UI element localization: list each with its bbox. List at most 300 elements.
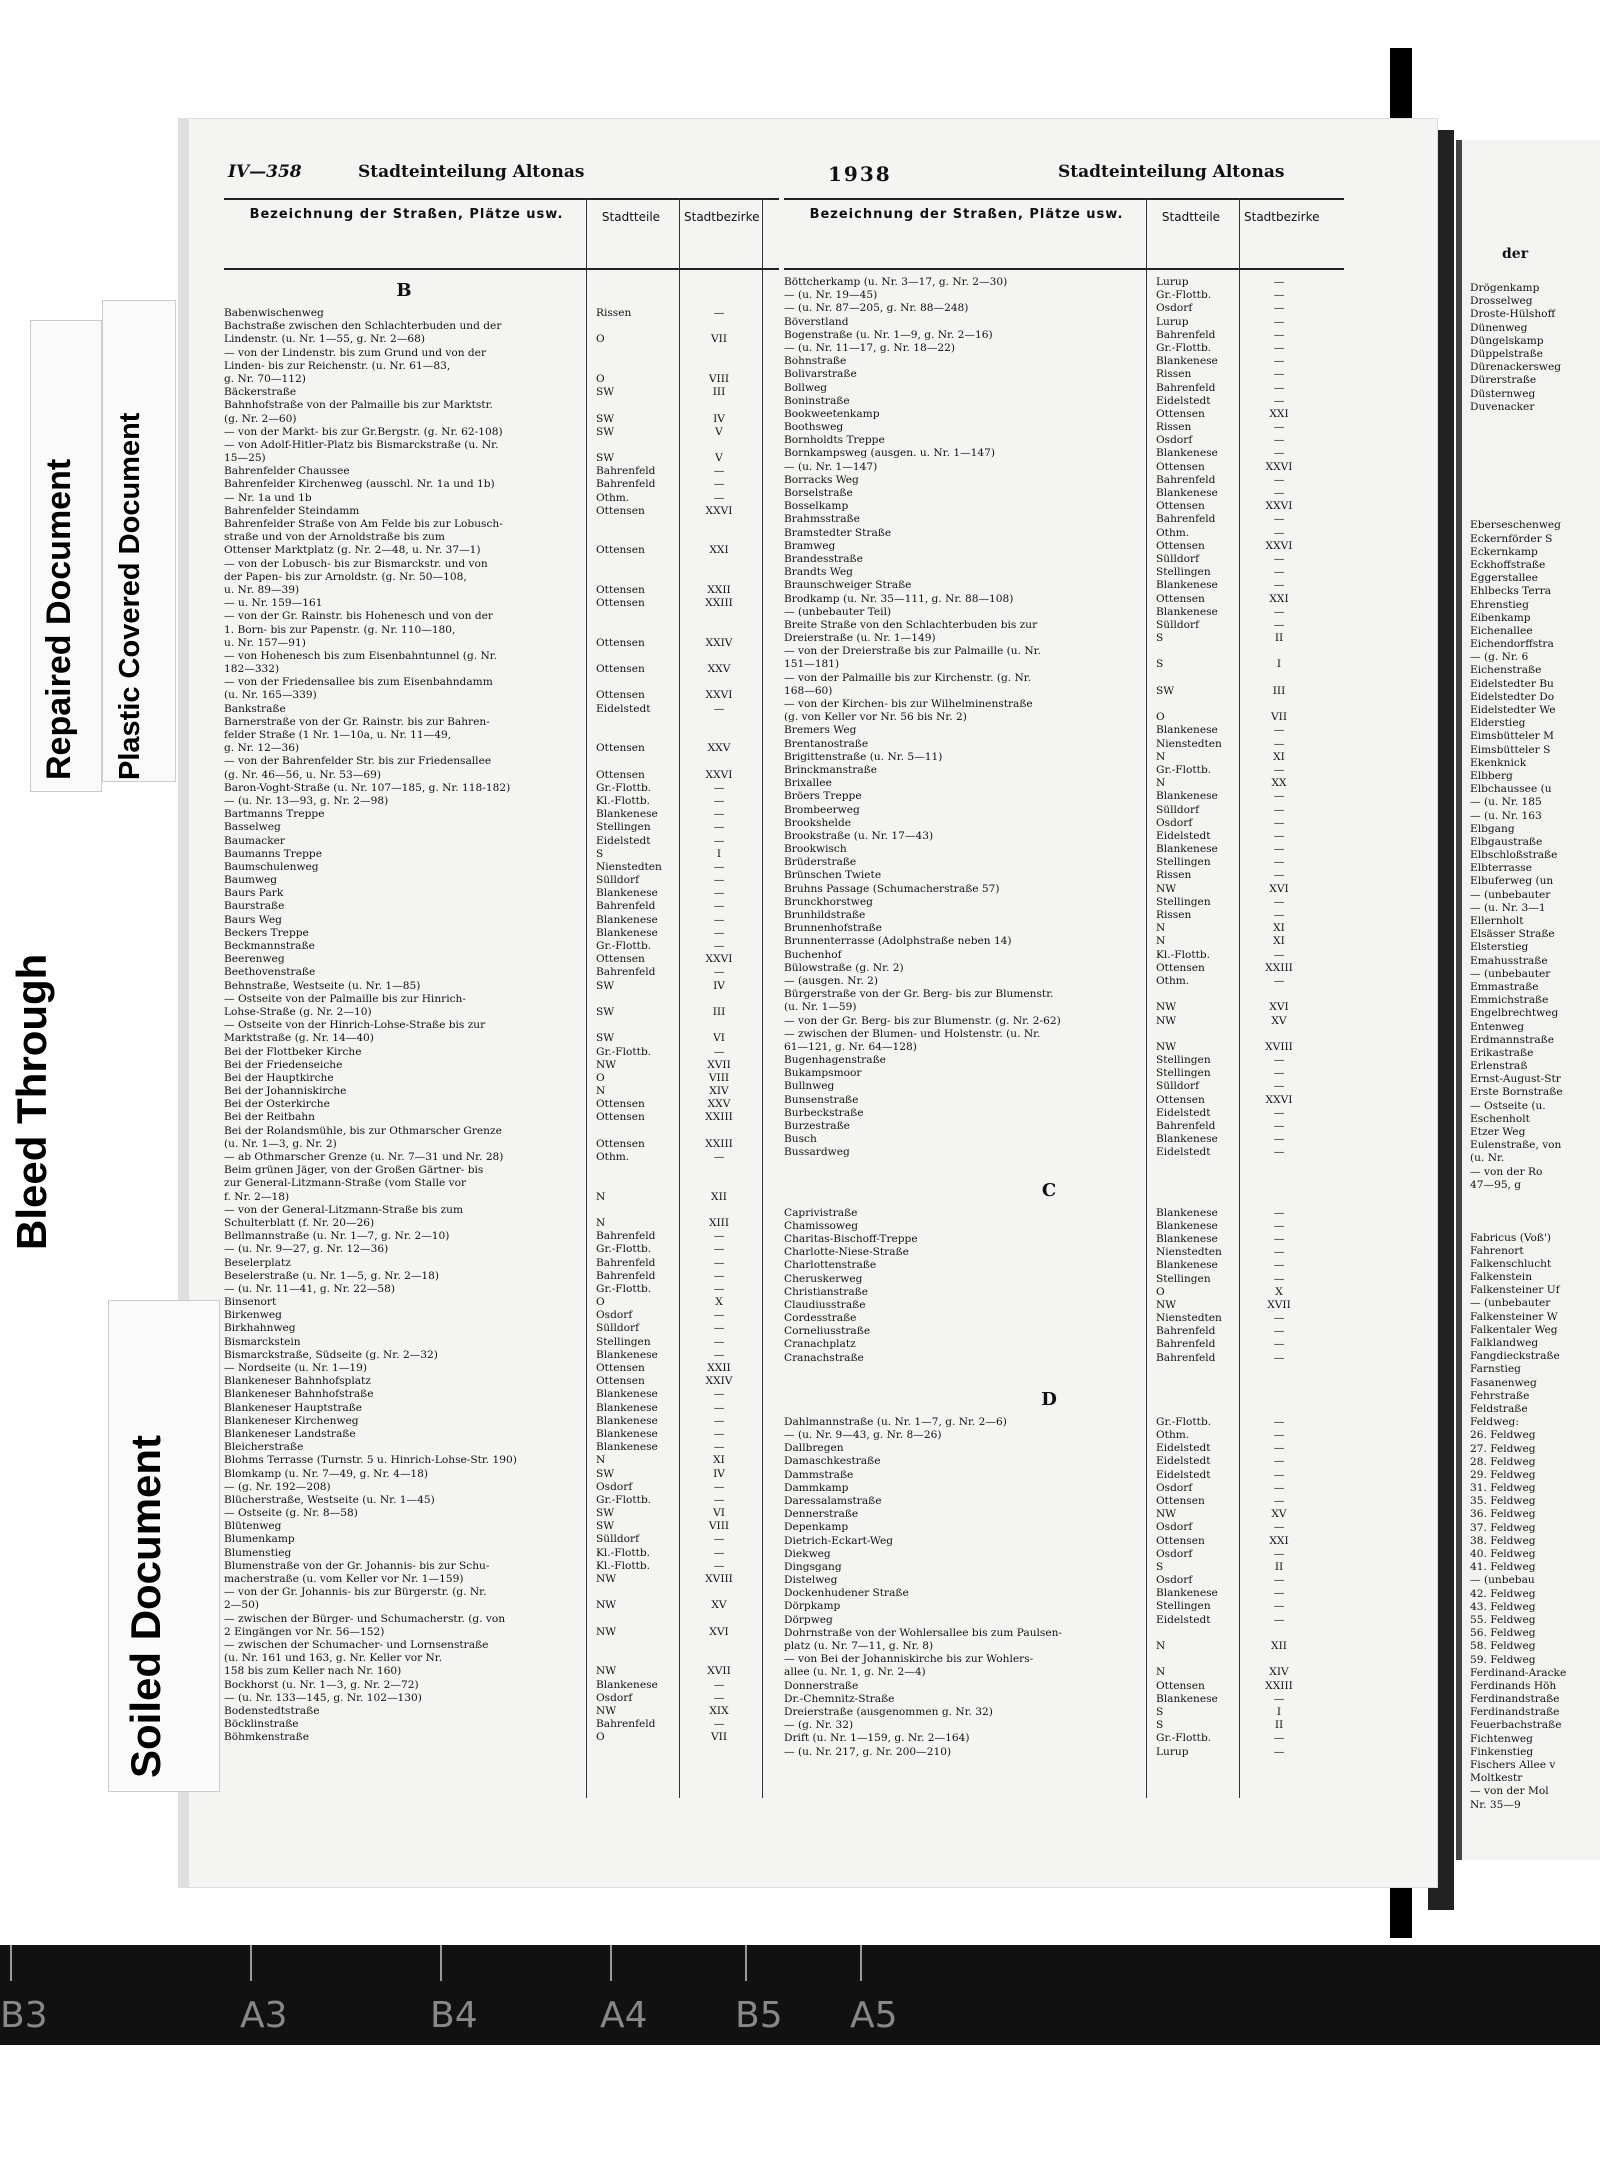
stadtteil: N	[1156, 1640, 1166, 1652]
stadtbezirk: XV	[1271, 1508, 1287, 1521]
street-name: Bartmanns Treppe	[224, 808, 325, 821]
stadtteil: NW	[596, 1625, 617, 1638]
street-name: Bornholdts Treppe	[784, 434, 885, 447]
table-row	[224, 940, 779, 953]
street-name: Boninstraße	[784, 394, 850, 407]
table-row	[224, 1098, 779, 1111]
table-row	[224, 1059, 779, 1072]
street-name: Bismarckstraße, Südseite (g. Nr. 2—32)	[224, 1348, 438, 1361]
list-item: 38. Feldweg	[1470, 1534, 1536, 1547]
street-name: Buchenhof	[784, 948, 842, 961]
stadtteil: NW	[1156, 1014, 1177, 1027]
stadtteil: Ottensen	[596, 1375, 645, 1388]
stadtbezirk: II	[1274, 632, 1284, 645]
stadtbezirk: —	[1273, 1481, 1285, 1494]
stadtbezirk: —	[713, 1348, 725, 1361]
stadtbezirk: —	[1273, 1067, 1285, 1080]
street-name: 151—181)	[784, 658, 840, 671]
table-row	[784, 1640, 1344, 1653]
list-item: Eschenholt	[1470, 1112, 1530, 1125]
street-name: Caprivistraße	[784, 1206, 858, 1219]
stadtteil: Stellingen	[1156, 1272, 1211, 1285]
table-row	[784, 1455, 1344, 1468]
table-row	[784, 579, 1344, 592]
list-item: 59. Feldweg	[1470, 1653, 1536, 1666]
street-name: Dammstraße	[784, 1468, 854, 1481]
list-item: 43. Feldweg	[1470, 1600, 1536, 1613]
ruler-label: B4	[430, 1995, 478, 2036]
table-row	[784, 790, 1344, 803]
table-row	[784, 1429, 1344, 1442]
street-name: Baumanns Treppe	[224, 847, 322, 860]
stadtteil: Stellingen	[596, 1335, 651, 1348]
stadtbezirk: XIV	[709, 1085, 729, 1098]
document-page	[178, 118, 1438, 1888]
stadtbezirk: —	[713, 1309, 725, 1322]
stadtbezirk: —	[713, 1414, 725, 1427]
stadtteil: Sülldorf	[596, 1533, 640, 1546]
table-row	[784, 1120, 1344, 1133]
stadtteil: Stellingen	[1156, 1054, 1211, 1067]
table-row	[224, 597, 779, 610]
stadtteil: Ottensen	[596, 742, 645, 755]
table-row	[224, 518, 779, 531]
street-name: Baurstraße	[224, 900, 285, 913]
stadtteil: Blankenese	[1156, 843, 1218, 856]
table-row	[224, 1151, 779, 1164]
table-row	[784, 1133, 1344, 1146]
stadtbezirk: XII	[1271, 1640, 1287, 1652]
table-row	[224, 1270, 779, 1283]
table-row	[784, 843, 1344, 856]
stadtbezirk: XXIII	[1265, 1679, 1293, 1692]
stadtteil: SW	[596, 386, 615, 399]
list-item: 28. Feldweg	[1470, 1455, 1536, 1468]
stadtbezirk: —	[1273, 1146, 1285, 1159]
stadtteil: SW	[596, 979, 615, 992]
list-item: Duvenacker	[1470, 400, 1535, 413]
table-row	[784, 1220, 1344, 1233]
street-name: Brunnenterrasse (Adolphstraße neben 14)	[784, 935, 1012, 948]
street-name: Bukampsmoor	[784, 1067, 862, 1080]
stadtbezirk: —	[1273, 790, 1285, 803]
street-name: — (u. Nr. 13—93, g. Nr. 2—98)	[224, 794, 389, 807]
stadtteil: Ottensen	[596, 504, 645, 517]
street-name: Brentanostraße	[784, 737, 869, 750]
table-row	[224, 755, 779, 768]
stadtbezirk: —	[1273, 513, 1285, 526]
stadtbezirk: VI	[713, 1032, 725, 1045]
stadtteil: Ottensen	[1156, 1534, 1205, 1547]
street-name: — von der Palmaille bis zur Kirchenstr. (g. Nr.	[784, 671, 1032, 684]
table-row	[784, 1299, 1344, 1312]
list-item: Feldweg:	[1470, 1416, 1519, 1429]
table-row	[224, 426, 779, 439]
stadtbezirk: —	[1273, 1455, 1285, 1468]
stadtbezirk: XV	[1271, 1014, 1287, 1027]
stadtbezirk: —	[1273, 1732, 1285, 1745]
table-row	[224, 439, 779, 452]
stadtteil: O	[1156, 711, 1165, 724]
street-name: — Ostseite (g. Nr. 8—58)	[224, 1507, 358, 1520]
street-name: Cordesstraße	[784, 1312, 857, 1325]
stadtbezirk: —	[1273, 1574, 1285, 1587]
list-item: Fichtenweg	[1470, 1732, 1533, 1745]
stadtbezirk: XVIII	[1265, 1040, 1293, 1053]
table-row	[224, 835, 779, 848]
stadtbezirk: XII	[711, 1190, 727, 1203]
table-row	[784, 896, 1344, 909]
street-name: 61—121, g. Nr. 64—128)	[784, 1040, 917, 1053]
stadtteil: SW	[596, 1032, 615, 1045]
table-row	[224, 465, 779, 478]
street-name: 168—60)	[784, 684, 833, 697]
stadtteil: Eidelstedt	[1156, 394, 1211, 407]
street-name: Blohms Terrasse (Turnstr. 5 u. Hinrich-Lohse-Str. 190)	[224, 1454, 517, 1467]
street-name: Blankeneser Kirchenweg	[224, 1414, 359, 1427]
street-name: Blankeneser Bahnhofstraße	[224, 1388, 374, 1401]
stadtbezirk: XXI	[1269, 1534, 1289, 1547]
table-row	[784, 1325, 1344, 1338]
stadtbezirk: —	[1273, 1521, 1285, 1534]
stadtteil: Ottensen	[1156, 407, 1205, 420]
street-name: Beckmannstraße	[224, 940, 315, 952]
street-name: — (u. Nr. 11—17, g. Nr. 18—22)	[784, 341, 955, 354]
stadtbezirk: —	[1273, 328, 1285, 341]
list-item: Entenweg	[1470, 1020, 1525, 1033]
stadtteil: Nienstedten	[1156, 1246, 1222, 1259]
table-row	[224, 544, 779, 557]
list-item: Emahusstraße	[1470, 954, 1548, 967]
list-item: Eggerstallee	[1470, 572, 1538, 585]
stadtteil: NW	[1156, 1508, 1177, 1521]
list-item: — (unbebau	[1470, 1574, 1535, 1587]
list-item: — Ostseite (u.	[1470, 1099, 1546, 1112]
street-name: Blütenweg	[224, 1520, 282, 1533]
stadtbezirk: —	[1273, 895, 1285, 908]
street-name: (g. Nr. 2—60)	[224, 412, 297, 425]
table-row	[224, 505, 779, 518]
stadtbezirk: —	[713, 1045, 725, 1058]
table-row	[224, 795, 779, 808]
table-row	[224, 1415, 779, 1428]
table-row	[224, 373, 779, 386]
table-row	[784, 1107, 1344, 1120]
list-item: Eichendorffstra	[1470, 638, 1554, 651]
list-item	[1462, 467, 1600, 480]
stadtbezirk: —	[1273, 447, 1285, 460]
list-item: Finkenstieg	[1470, 1745, 1534, 1758]
street-name: u. Nr. 157—91)	[224, 636, 306, 649]
list-item: Droste-Hülshoff	[1470, 308, 1556, 321]
table-row	[224, 1046, 779, 1059]
ruler-tick	[250, 1945, 252, 1981]
street-name: Cheruskerweg	[784, 1272, 863, 1285]
stadtbezirk: XIV	[1269, 1666, 1289, 1679]
table-row	[784, 922, 1344, 935]
list-item: 47—95, g	[1470, 1178, 1522, 1191]
stadtbezirk: —	[713, 1388, 725, 1401]
table-row	[784, 935, 1344, 948]
street-name: Dammkamp	[784, 1481, 849, 1494]
stadtbezirk: —	[1273, 368, 1285, 381]
stadtteil: NW	[596, 1573, 617, 1585]
stadtteil: Bahrenfeld	[1156, 1120, 1216, 1132]
street-name: Böhmkenstraße	[224, 1731, 309, 1744]
stadtteil: Blankenese	[596, 1414, 658, 1427]
stadtbezirk: —	[713, 940, 725, 952]
table-row	[224, 1507, 779, 1520]
street-name: 2 Eingängen vor Nr. 56—152)	[224, 1625, 385, 1638]
stadtteil: Blankenese	[1156, 1133, 1218, 1146]
street-name: Daressalamstraße	[784, 1494, 882, 1507]
stadtbezirk: —	[1273, 1587, 1285, 1600]
stadtteil: N	[596, 1085, 606, 1098]
stadtbezirk: —	[713, 702, 725, 715]
list-item: Dürenackersweg	[1470, 361, 1562, 374]
street-name: Bei der Osterkirche	[224, 1098, 330, 1111]
street-name: Bahnhofstraße von der Palmaille bis zur Marktstr.	[224, 399, 493, 412]
table-row	[224, 1454, 779, 1467]
street-name: — Ostseite von der Hinrich-Lohse-Straße bis zur	[224, 1019, 486, 1032]
table-row	[224, 413, 779, 426]
stadtbezirk: X	[715, 1296, 723, 1309]
table-row	[784, 1666, 1344, 1679]
stadtteil: NW	[1156, 1298, 1177, 1311]
street-name: Bolivarstraße	[784, 368, 857, 381]
stadtteil: Rissen	[1156, 421, 1192, 434]
stadtteil: Eidelstedt	[1156, 1106, 1211, 1119]
street-name: Bahrenfelder Steindamm	[224, 504, 360, 517]
ruler-label: A4	[600, 1995, 648, 2036]
table-row	[224, 307, 779, 320]
stadtbezirk: —	[713, 1401, 725, 1414]
list-item: — von der Mol	[1470, 1785, 1549, 1798]
table-row	[224, 1547, 779, 1560]
table-row	[784, 975, 1344, 988]
ruler-tick	[440, 1945, 442, 1981]
label-bleed-through: Bleed Through	[8, 953, 55, 1250]
stadtteil: Rissen	[1156, 909, 1192, 921]
table-row	[784, 513, 1344, 526]
table-row	[224, 742, 779, 755]
street-name: Bei der Rolandsmühle, bis zur Othmarscher Grenze	[224, 1124, 502, 1137]
stadtteil: O	[596, 1296, 605, 1309]
stadtteil: S	[1156, 1560, 1164, 1573]
stadtteil: Bahrenfeld	[1156, 1338, 1216, 1351]
stadtbezirk: —	[1273, 552, 1285, 565]
stadtteil: Osdorf	[1156, 1547, 1193, 1560]
street-name: Beckers Treppe	[224, 926, 309, 939]
street-name: (u. Nr. 1—59)	[784, 1001, 857, 1014]
table-row	[784, 645, 1344, 658]
stadtteil: Gr.-Flottb.	[1156, 341, 1212, 354]
table-row	[784, 632, 1344, 645]
table-row	[224, 1586, 779, 1599]
table-row	[784, 751, 1344, 764]
stadtbezirk: —	[1273, 948, 1285, 961]
stadtteil: Ottensen	[596, 1098, 645, 1111]
list-item: 55. Feldweg	[1470, 1613, 1536, 1626]
list-item: Fangdieckstraße	[1470, 1350, 1560, 1363]
stadtbezirk: XVI	[709, 1625, 729, 1638]
list-item: — (unbebauter	[1470, 1297, 1551, 1310]
street-name: — u. Nr. 159—161	[224, 597, 323, 610]
stadtteil: O	[596, 333, 605, 346]
street-name: Brunhildstraße	[784, 909, 866, 921]
street-name: — (ausgen. Nr. 2)	[784, 974, 879, 987]
list-item: Elsterstieg	[1470, 941, 1529, 954]
page-header	[228, 154, 1418, 194]
section-heading-d: D	[1041, 1388, 1057, 1410]
list-item: 26. Feldweg	[1470, 1429, 1536, 1442]
stadtteil: S	[1156, 658, 1164, 671]
list-item: Falkensteiner W	[1470, 1310, 1558, 1323]
table-row	[224, 1692, 779, 1705]
street-name: — (u. Nr. 217, g. Nr. 200—210)	[784, 1745, 952, 1758]
right-running-title: Stadteinteilung Altonas	[1058, 162, 1285, 182]
table-row	[784, 487, 1344, 500]
street-name: Brookwisch	[784, 843, 847, 856]
stadtbezirk: —	[1273, 843, 1285, 856]
table-row	[224, 1032, 779, 1045]
list-item	[1462, 440, 1600, 453]
stadtteil: Othm.	[1156, 526, 1190, 539]
list-item: — (unbebauter	[1470, 888, 1551, 901]
table-row	[784, 1482, 1344, 1495]
stadtteil: Ottensen	[596, 1362, 645, 1374]
street-name: Brünschen Twiete	[784, 869, 882, 882]
list-item: Elbgang	[1470, 822, 1515, 835]
list-item: 27. Feldweg	[1470, 1442, 1536, 1455]
stadtbezirk: XXI	[1269, 407, 1289, 420]
stadtbezirk: —	[713, 1151, 725, 1163]
table-row	[224, 637, 779, 650]
list-item: Elbuferweg (un	[1470, 875, 1554, 888]
list-item: 42. Feldweg	[1470, 1587, 1536, 1600]
table-row	[784, 395, 1344, 408]
stadtbezirk: XVI	[1269, 882, 1289, 895]
label-plastic-covered-document: Plastic Covered Document	[114, 412, 146, 780]
stadtteil: Ottensen	[596, 583, 645, 596]
street-name: (u. Nr. 161 und 163, g. Nr. Keller vor Nr.	[224, 1652, 443, 1665]
table-row	[784, 1706, 1344, 1719]
table-row	[224, 966, 779, 979]
table-row	[224, 571, 779, 584]
table-row	[784, 869, 1344, 882]
list-item: Elbchaussee (u	[1470, 783, 1552, 796]
stadtteil: Bahrenfeld	[596, 1269, 656, 1282]
street-name: Bei der Hauptkirche	[224, 1071, 334, 1084]
list-item: Eberseschenweg	[1470, 519, 1561, 532]
table-row	[784, 1693, 1344, 1706]
street-name: — (u. Nr. 11—41, g. Nr. 22—58)	[224, 1282, 395, 1295]
list-item: Moltkestr	[1470, 1772, 1523, 1785]
stadtteil: Kl.-Flottb.	[596, 1546, 651, 1559]
section-heading-c: C	[1041, 1179, 1057, 1201]
stadtteil: Kl.-Flottb.	[1156, 948, 1211, 961]
stadtteil: Ottensen	[1156, 1093, 1205, 1106]
stadtbezirk: XXIV	[705, 1375, 733, 1388]
street-name: Brunnenhofstraße	[784, 922, 882, 935]
stadtteil: Stellingen	[596, 821, 651, 834]
table-row	[224, 1230, 779, 1243]
table-row	[784, 474, 1344, 487]
street-name: Blankeneser Bahnhofsplatz	[224, 1375, 371, 1388]
list-item: 35. Feldweg	[1470, 1495, 1536, 1508]
list-item: Düppelstraße	[1470, 347, 1543, 360]
street-name: felder Straße (1 Nr. 1—10a, u. Nr. 11—49,	[224, 729, 452, 741]
table-row	[224, 1072, 779, 1085]
stadtteil: Sülldorf	[1156, 618, 1200, 631]
street-name: Bramweg	[784, 539, 836, 552]
table-row	[784, 1080, 1344, 1093]
list-item: Eimsbütteler M	[1470, 730, 1554, 743]
stadtteil: Blankenese	[1156, 355, 1218, 368]
table-row	[784, 883, 1344, 896]
list-item: — von der Ro	[1470, 1165, 1543, 1178]
stadtteil: SW	[596, 412, 615, 425]
street-name: — (u. Nr. 1—147)	[784, 460, 878, 473]
stadtteil: Osdorf	[1156, 1481, 1193, 1494]
street-name: Dreierstraße (u. Nr. 1—149)	[784, 632, 936, 645]
stadtteil: S	[1156, 1719, 1164, 1732]
street-name: — von Hohenesch bis zum Eisenbahntunnel (g. Nr.	[224, 649, 497, 662]
stadtteil: Bahrenfeld	[596, 900, 656, 913]
stadtbezirk: —	[713, 1546, 725, 1559]
stadtteil: Bahrenfeld	[596, 1230, 656, 1243]
table-row	[784, 1146, 1344, 1159]
ruler-tick	[745, 1945, 747, 1981]
stadtteil: Bahrenfeld	[1156, 473, 1216, 486]
stadtbezirk: XXIII	[705, 1137, 733, 1150]
scale-ruler	[0, 1945, 1600, 2045]
stadtteil: Ottensen	[1156, 592, 1205, 605]
street-name: Bramstedter Straße	[784, 526, 892, 539]
stadtbezirk: VII	[1270, 711, 1288, 724]
street-name: — (unbebauter Teil)	[784, 605, 892, 618]
ruler-label: A5	[850, 1995, 898, 2036]
stadtteil: Sülldorf	[596, 1322, 640, 1335]
street-name: Blücherstraße, Westseite (u. Nr. 1—45)	[224, 1493, 435, 1506]
table-row	[224, 1705, 779, 1718]
stadtteil: Eidelstedt	[1156, 829, 1211, 842]
stadtteil: Bahrenfeld	[1156, 328, 1216, 341]
table-row	[224, 1468, 779, 1481]
stadtteil: Eidelstedt	[1156, 1613, 1211, 1626]
stadtbezirk: —	[713, 1282, 725, 1295]
stadtbezirk: XXV	[707, 1098, 731, 1111]
street-name: — von der Bahrenfelder Str. bis zur Friedensallee	[224, 755, 492, 768]
stadtteil: SW	[596, 425, 615, 438]
street-name: Barnerstraße von der Gr. Rainstr. bis zur Bahren-	[224, 715, 490, 728]
table-row	[224, 1349, 779, 1362]
list-item: Eichenstraße	[1470, 664, 1542, 677]
street-name: Bruhns Passage (Schumacherstraße 57)	[784, 882, 1000, 895]
ruler-tick	[610, 1945, 612, 1981]
street-name: Binsenort	[224, 1296, 277, 1309]
stadtteil: Ottensen	[596, 636, 645, 649]
list-item: Fabricus (Voß')	[1470, 1231, 1552, 1244]
street-name: — (u. Nr. 9—43, g. Nr. 8—26)	[784, 1429, 942, 1441]
stadtteil: Ottensen	[1156, 539, 1205, 552]
street-name: — von der Markt- bis zur Gr.Bergstr. (g. Nr. 62-108)	[224, 425, 503, 438]
label-soiled-document: Soiled Document	[122, 1434, 169, 1778]
right-column-header	[784, 198, 1344, 270]
table-row	[784, 909, 1344, 922]
street-name: Bugenhagenstraße	[784, 1054, 886, 1067]
page-number: IV—358	[228, 162, 302, 182]
